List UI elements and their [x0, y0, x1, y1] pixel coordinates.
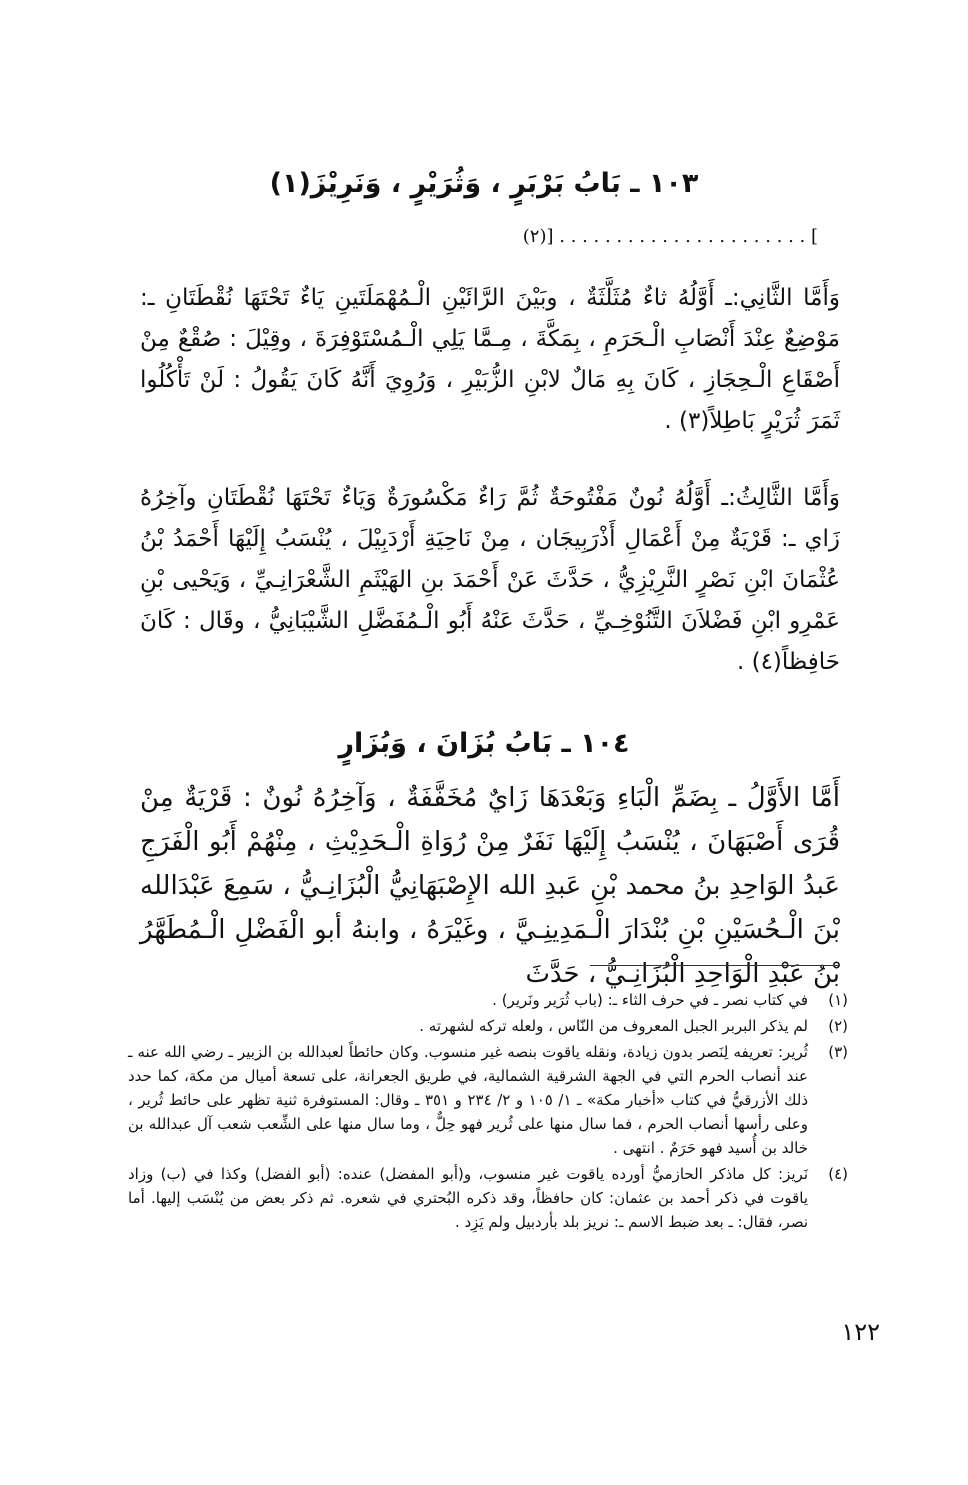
- footnote-text: في كتاب نصر ـ في حرف الثاء ـ: (باب ثُرَير ونَرير) .: [492, 991, 808, 1009]
- paragraph-nariz: وَأَمَّا الثَّالِثُ:ـ أَوَّلُهُ نُونٌ مَفْتُوحَةٌ ثُمَّ رَاءٌ مَكْسُورَةٌ وَيَاءٌ تَحْتَهَا نُقْطَتَانِ وآخِرُهُ زَاي ـ: قَرْيَةٌ مِنْ أَعْمَالِ أَذْرَبِيجَان ، مِنْ نَاحِيَةِ أَرْدَبِيْلَ ، يُنْسَبُ إِلَيْهَا أَحْمَدُ بْنُ عُثْمَانَ ابْنِ نَصْرٍ النَّرِيْزِيُّ ، حَدَّثَ عَنْ أَحْمَدَ بنِ الهَيْثَمِ الشَّعْرَانِـيِّ ، وَيَحْيى بْنِ عَمْرِو ابْنِ فَضْلاَنَ التَّنُوْخِـيِّ ، حَدَّثَ عَنْهُ أَبُو الْـمُفَضَّلِ الشَّيْبَانِيُّ ، وقَال : كَانَ حَافِظاً(٤) .: [140, 485, 840, 675]
- footnote-number: (٣): [828, 1043, 848, 1061]
- paragraph-buzan: أَمَّا الأَوَّلُ ـ بِضَمِّ الْبَاءِ وَبَعْدَهَا زَايٌ مُخَفَّفَةٌ ، وَآخِرُهُ نُونٌ : قَرْيَةٌ مِنْ قُرَى أَصْبَهَانَ ، يُنْسَبُ إِلَيْهَا نَفَرٌ مِنْ رُوَاةِ الْـحَدِيْثِ ، مِنْهُمْ أَبُو الْفَرَجِ عَبدُ الوَاحِدِ بنُ محمد بْنِ عَبدِ الله الإِصْبَهَانِيُّ الْبُزَانِـيُّ ، سَمِعَ عَبْدَالله بْنَ الْـحُسَيْنِ بْنِ بُنْدَارَ الْـمَدِينِـيَّ ، وغَيْرَهُ ، وابنهُ أبو الْفَضْلِ الْـمُطَهَّرُ بْنُ عَبْدِ الْوَاحِدِ الْبُزَانِـيُّ ، حَدَّثَ: [140, 783, 840, 989]
- footnote: [128, 1162, 848, 1234]
- footnote: [128, 1040, 848, 1160]
- omission-bracket-line: ] . . . . . . . . . . . . . . . . . . . . . . [(٢): [522, 226, 818, 247]
- footnote: [128, 1014, 848, 1038]
- footnote: [128, 988, 848, 1012]
- footnote-text: نَريز: كل ماذكر الحازميُّ أورده ياقوت غير منسوب، و(أبو المفضل) عنده: (أبو الفضل) وكذا في (ب) وزاد ياقوت في ذكر أحمد بن عثمان: كان حافظاً، وقد ذكره البُحتري في شعره. ثم ذكر بعض من يُنْسَب إليها. أما نصر، فقال: ـ بعد ضبط الاسم ـ: نريز بلد بأردبيل ولم يَزِد .: [128, 1165, 808, 1231]
- paragraph-thurayr: وَأَمَّا الثَّانِي:ـ أَوَّلُهُ ثاءٌ مُثَلَّثَةٌ ، وبَيْنَ الرَّائَيْنِ الْـمُهْمَلَتَينِ يَاءٌ تَحْتَهَا نُقْطَتَانِ ـ: مَوْضِعٌ عِنْدَ أَنْصَابِ الْـحَرَمِ ، بِمَكَّةَ ، مِـمَّا يَلِي الْـمُسْتَوْفِرَةَ ، وقِيْلَ : صُقْعٌ مِنْ أَصْقَاعِ الْـحِجَازِ ، كَانَ بِهِ مَالٌ لابْنِ الزُّبَيْرِ ، وَرُوِيَ أَنَّهُ كَانَ يَقُولُ : لَنْ تَأْكُلُوا ثَمَرَ ثُرَيْرٍ بَاطِلاً(٣) .: [140, 285, 840, 434]
- footnotes: [128, 988, 848, 1236]
- footnote-divider: [590, 965, 840, 966]
- chapter-heading-104: ١٠٤ ـ بَابُ بُزَانَ ، وَبُزَارٍ: [338, 728, 630, 759]
- footnote-number: (٢): [828, 1017, 848, 1035]
- footnote-number: (٤): [828, 1165, 848, 1183]
- page-number: ١٢٢: [841, 1318, 880, 1346]
- footnote-text: لم يذكر البربر الجبل المعروف من النّاس ، ولعله تركه لشهرته .: [419, 1017, 808, 1035]
- chapter-heading-103: ١٠٣ ـ بَابُ بَرْبَرٍ ، وَثُرَيْرٍ ، وَنَرِيْزَ(١): [269, 168, 699, 199]
- footnote-number: (١): [828, 991, 848, 1009]
- footnote-text: ثُرير: تعريفه لِنَصر بدون زيادة، ونقله ياقوت بنصه غير منسوب. وكان حائطاً لعبدالله بن الزبير ـ رضي الله عنه ـ عند أنصاب الحرم التي في الجهة الشرقية الشمالية، في طريق الجعرانة، على تسعة أميال من مكة، كما حدد ذلك الأزرقيُّ في كتاب «أخبار مكة» ـ ١/ ١٠٥ و ٢/ ٢٣٤ و ٣٥١ ـ وقال: المستوفرة ثنية تظهر على حائط ثُرير ، وعلى رأسها أنصاب الحرم ، فما سال منها على ثُرير فهو حِلٌّ ، وما سال منها على الشِّعب شعب آل عبدالله بن خالد بن أُسيد فهو حَرَمٌ . انتهى .: [128, 1043, 809, 1157]
